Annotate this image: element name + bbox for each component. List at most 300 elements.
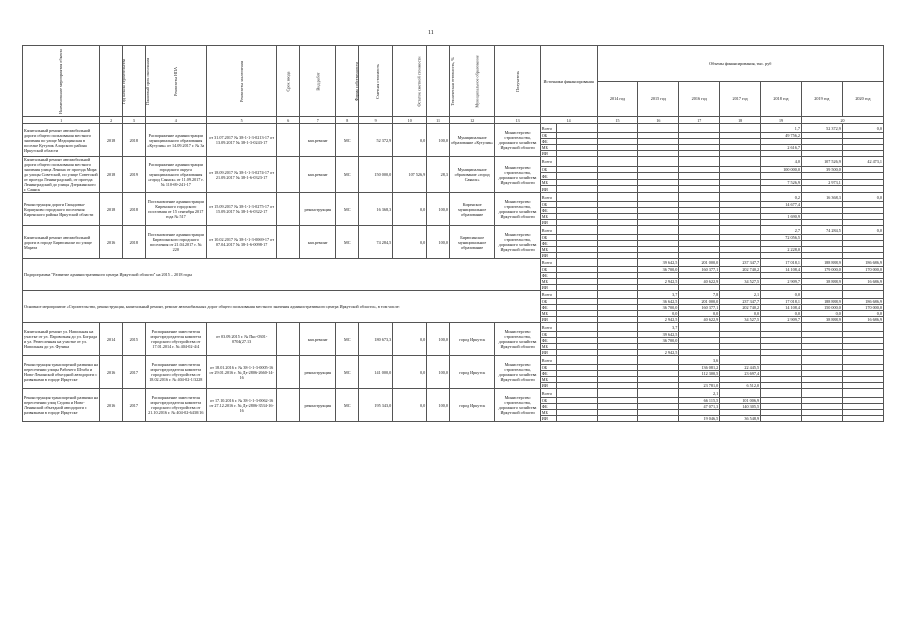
value-cell: 6 512,0 [720,383,761,389]
source-label: МБ [540,410,556,416]
object-cell [277,389,300,422]
value-cell: 160 377,1 [679,305,720,311]
value-cell [638,193,679,202]
object-start: 2018 [100,193,123,226]
value-cell: 42 473,1 [842,157,883,167]
column-number: 16 [638,117,679,124]
value-cell: 7 526,9 [761,179,802,186]
value-cell: 36 548,9 [720,416,761,422]
object-npa: Распоряжение заместителя мэра-председателя комитета городского обустройства от 21.10.2016 г. № 404-02-6430/16 [145,389,206,422]
value-cell: 66 115,5 [679,398,720,404]
source-label: ФБ [540,371,556,377]
object-npa: Распоряжение администрации городского округа муниципального образования «город Саянск» от 11.09.2017 г. № 110-69-241-17 [145,157,206,193]
value-cell: 2 942,5 [638,317,679,323]
value-cell: 16 368,3 [801,193,842,202]
source-label: Всего [540,356,556,365]
value-cell [679,226,720,235]
column-number: 11 [427,117,450,124]
object-cost: 195 343,0 [359,389,393,422]
header-c12: Муниципальное образование [449,46,494,117]
value-cell [679,186,720,193]
column-number: 12 [449,117,494,124]
value-cell: 38 888,9 [801,279,842,285]
page-number: 11 [428,30,434,36]
header-c8: Форма собственности [336,46,359,117]
source-label: ОБ [540,398,556,404]
object-start: 2016 [100,389,123,422]
value-cell: 0,0 [801,311,842,317]
column-number: 9 [359,117,393,124]
column-number: 3 [122,117,145,124]
table-row [23,193,884,202]
object-ready: 100,0 [427,356,450,389]
object-own: МС [336,323,359,356]
value-cell: 39 642,5 [638,259,679,267]
column-number: 19 [761,117,802,124]
object-cost: 141 000,0 [359,356,393,389]
source-label: ОБ [540,166,556,173]
object-works: реконструкция [300,389,336,422]
object-concl: от 10.02.2017 № 38-1-1-3-0069-17 от 07.04.2017 № 38-1-6-0098-17 [206,226,276,259]
value-cell: 170 000,0 [842,267,883,273]
column-number: 14 [540,117,597,124]
value-cell: 150 000,0 [801,305,842,311]
source-label: ФБ [540,139,556,145]
source-spacer [556,193,597,202]
source-spacer [556,389,597,398]
value-cell [842,356,883,365]
source-label: ФБ [540,208,556,214]
object-end: 2019 [122,157,145,193]
object-cost: 180 673,3 [359,323,393,356]
value-cell: 112 300,5 [679,371,720,377]
object-npa: Распоряжение заместителя мэра-председателя комитета городского обустройства от 18.02.2016 г. № 404-02-1/3228 [145,356,206,389]
object-own: МС [336,226,359,259]
value-cell [597,389,638,398]
value-cell [597,226,638,235]
value-cell: 2 942,5 [638,350,679,356]
object-rest: 0,0 [393,356,427,389]
value-cell: 202 740,2 [720,267,761,273]
source-label: Всего [540,323,556,332]
object-end: 2018 [122,226,145,259]
column-number: 13 [495,117,540,124]
object-ready: 100,0 [427,193,450,226]
source-spacer [556,356,597,365]
column-number: 1 [23,117,100,124]
value-cell: 23 781,0 [679,383,720,389]
value-cell: 201 000,0 [679,259,720,267]
value-cell: 2 942,5 [638,279,679,285]
value-cell [801,323,842,332]
object-works: кап.ремонт [300,226,336,259]
source-label: ИИ [540,383,556,389]
value-cell: 0,0 [720,311,761,317]
source-spacer [556,291,597,299]
value-cell: 22 445,5 [720,365,761,371]
object-cost: 74 284,5 [359,226,393,259]
value-cell [638,356,679,365]
value-cell: 36 700,0 [638,305,679,311]
value-cell: 201 000,0 [679,299,720,305]
header-c13: Получатель [495,46,540,117]
value-cell: 237 347,7 [720,259,761,267]
value-cell [597,193,638,202]
header-c7: Вид работ [300,46,336,117]
object-npa: Распоряжение заместителя мэра-председателя комитета городского обустройства от 17.01.2014 г. № 404-02-4/4 [145,323,206,356]
source-label: ОБ [540,235,556,241]
source-label: Всего [540,226,556,235]
value-cell: 4,0 [761,157,802,167]
value-cell: 0,0 [842,311,883,317]
source-label: Всего [540,389,556,398]
object-own: МС [336,157,359,193]
value-cell: 0,2 [761,193,802,202]
source-label: МБ [540,145,556,151]
value-cell [597,291,638,299]
column-number: 17 [679,117,720,124]
value-cell: 49 756,2 [761,133,802,139]
object-end: 2017 [122,389,145,422]
object-rec: Министерство строительства, дорожного хозяйства Иркутской области [495,226,540,259]
object-npa: Постановление администрации Киренского городского поселения от 15 сентября 2017 года № 517 [145,193,206,226]
value-cell [761,416,802,422]
value-cell: 2,7 [761,226,802,235]
source-spacer [556,259,597,267]
value-cell [720,226,761,235]
source-label: ФБ [540,305,556,311]
column-number: 6 [277,117,300,124]
value-cell: 2 909,7 [761,279,802,285]
source-label: Всего [540,259,556,267]
source-spacer [556,157,597,167]
object-ready: 100,0 [427,124,450,157]
object-end: 2017 [122,356,145,389]
value-cell [842,389,883,398]
value-cell [842,323,883,332]
value-cell: 7,8 [679,291,720,299]
object-mo: Бирюсинское муниципальное образование [449,226,494,259]
table-row [23,356,884,365]
value-cell: 39 642,5 [638,332,679,338]
source-label: ОБ [540,365,556,371]
value-cell [720,356,761,365]
object-end: 2015 [122,323,145,356]
value-cell: 0,0 [842,193,883,202]
object-mo: Муниципальное образование «Кутулик» [449,124,494,157]
object-mo: город Иркутск [449,323,494,356]
value-cell: 160 377,1 [679,267,720,273]
value-cell [720,186,761,193]
value-cell: 140 305,5 [720,404,761,410]
value-cell [801,416,842,422]
object-concl: от 18.09.2017 № 38-1-1-3-0274-17 от 21.09.2017 № 38-1-6-0323-17 [206,157,276,193]
object-mo: город Иркутск [449,356,494,389]
object-cell [277,193,300,226]
table-row [23,389,884,398]
value-cell [597,124,638,133]
object-start: 2016 [100,356,123,389]
object-ready: 100,0 [427,323,450,356]
value-cell [597,416,638,422]
object-concl: от 18.01.2016 г. № 38-1-1-3-0005-16 от 29.01.2016 г. № Дз-2806-2660-14-16 [206,356,276,389]
value-cell: 52 372,9 [801,124,842,133]
object-name: Реконструкция дороги Гаиндовка-Коршуново городского поселения Киренского района Иркутской области [23,193,100,226]
object-name: Капитальный ремонт автомобильной дороги общего пользования местного значения по улице Медицинская в поселке Кутулик Аларского района Иркутской области [23,124,100,157]
object-start: 2018 [100,157,123,193]
source-label: ФБ [540,273,556,279]
value-cell: 16 686,9 [842,317,883,323]
column-number: 2 [100,117,123,124]
object-start: 2014 [100,323,123,356]
year-header: 2018 год [761,81,802,117]
source-label: ОБ [540,267,556,273]
source-spacer [556,124,597,133]
object-cost: 150 000,0 [359,157,393,193]
value-cell: 100 000,0 [761,166,802,173]
header-c10: Остаток сметной стоимости [393,46,427,117]
value-cell [761,186,802,193]
value-cell: 0,0 [761,291,802,299]
year-header: 2015 год [638,81,679,117]
value-cell: 170 000,0 [842,305,883,311]
value-cell: 36 700,0 [638,338,679,344]
source-label: ОБ [540,332,556,338]
value-cell: 136 081,2 [679,365,720,371]
object-rec: Министерство строительства, дорожного хозяйства Иркутской области [495,124,540,157]
year-header: 2019 год [801,81,842,117]
value-cell: 101 006,9 [720,398,761,404]
value-cell: 202 740,2 [720,305,761,311]
source-label: Всего [540,193,556,202]
object-rest: 0,0 [393,124,427,157]
value-cell [638,416,679,422]
object-rec: Министерство строительства, дорожного хозяйства Иркутской области [495,157,540,193]
value-cell [597,186,638,193]
object-start: 2018 [100,124,123,157]
value-cell: 188 888,9 [801,299,842,305]
value-cell [842,416,883,422]
value-cell: 237 347,7 [720,299,761,305]
value-cell: 2,1 [679,389,720,398]
source-label: Всего [540,157,556,167]
value-cell: 188 888,9 [801,259,842,267]
column-number: 4 [145,117,206,124]
source-label: МБ [540,279,556,285]
value-cell [638,124,679,133]
year-header: 2017 год [720,81,761,117]
source-label: ИИ [540,285,556,291]
source-label: ФБ [540,241,556,247]
value-cell: 0,0 [679,311,720,317]
object-ready: 100,0 [427,389,450,422]
source-spacer [556,323,597,332]
source-label: МБ [540,377,556,383]
value-cell: 3,6 [679,356,720,365]
header-c1: Наименование мероприятия объекта [23,46,100,117]
year-header: 2014 год [597,81,638,117]
value-cell [679,157,720,167]
column-number: 7 [300,117,336,124]
column-number: 10 [393,117,427,124]
source-label: МБ [540,214,556,220]
object-start: 2016 [100,226,123,259]
value-cell [720,389,761,398]
object-rec: Министерство строительства, дорожного хозяйства Иркутской области [495,389,540,422]
header-c14: Источники финансирования [540,46,597,117]
value-cell [679,124,720,133]
object-end: 2018 [122,193,145,226]
summary-label: Подпрограмма "Развитие административного центра Иркутской области" на 2015 – 2018 годы [23,259,541,291]
value-cell: 2 228,0 [761,247,802,253]
value-cell: 186 686,9 [842,259,883,267]
object-concl: от 15.09.2017 № 38-1-1-3-0275-17 от 15.09.2017 № 38-1-6-0322-17 [206,193,276,226]
object-cell [277,323,300,356]
source-label: ОБ [540,299,556,305]
year-header: 2016 год [679,81,720,117]
object-concl: от 03.09.2015 г. № Пкс-0301-0704(27.13 [206,323,276,356]
object-name: Капитальный ремонт ул. Напольная на участке от ул. Паровозная до ул. Бограда и ул. Ремесленная на участке от ул. Напольная до ул. Фучика [23,323,100,356]
header-c5: Реквизиты заключения [206,46,276,117]
value-cell [597,259,638,267]
object-works: реконструкция [300,193,336,226]
table-row [23,157,884,167]
value-cell: 47 071,3 [679,404,720,410]
object-works: реконструкция [300,356,336,389]
value-cell: 107 526,9 [801,157,842,167]
value-cell: 179 000,0 [801,267,842,273]
value-cell: 0,0 [842,226,883,235]
object-cell [277,226,300,259]
year-header: 2020 год [842,81,883,117]
value-cell: 19 046,5 [679,416,720,422]
source-label: ФБ [540,404,556,410]
value-cell [720,124,761,133]
value-cell [679,323,720,332]
object-concl: от 31.07.2017 № 38-1-1-3-0213-17 от 13.09.2017 № 38-1-3-0243-17 [206,124,276,157]
column-number: 8 [336,117,359,124]
source-label: МБ [540,311,556,317]
header-c4: Реквизиты НПА [145,46,206,117]
value-cell [638,157,679,167]
object-rec: Министерство строительства, дорожного хозяйства Иркутской области [495,356,540,389]
column-number: 18 [720,117,761,124]
source-label: ИИ [540,186,556,193]
value-cell: 17 018,1 [761,259,802,267]
source-label: ИИ [540,416,556,422]
object-ready: 28,3 [427,157,450,193]
value-cell [801,186,842,193]
value-cell: 14 677,4 [761,202,802,208]
value-cell [679,193,720,202]
value-cell: 14 108,4 [761,267,802,273]
value-cell: 36 700,0 [638,267,679,273]
object-cell [277,356,300,389]
object-mo: Киренское муниципальное образование [449,193,494,226]
value-cell [801,389,842,398]
table-row [23,226,884,235]
object-own: МС [336,124,359,157]
object-name: Реконструкция транспортной развязки на пересечении улиц Седова и Ново-Ленинской объездной автодороги с развязками в городе Иркутске [23,389,100,422]
value-cell [842,186,883,193]
object-mo: Муниципальное образование «город Саянск» [449,157,494,193]
source-label: ИИ [540,317,556,323]
object-name: Капитальный ремонт автомобильной дороги общего пользования местного значения улица Ленина от проезда Мира до улицы Советской, по улице Советской от проезда Ленинградский, от проезда Ленинградский до улицы Дзержинского г. Саянск [23,157,100,193]
value-cell: 0,0 [638,311,679,317]
summary-row [23,259,884,267]
value-cell [801,356,842,365]
object-rec: Министерство строительства, дорожного хозяйства Иркутской области [495,323,540,356]
source-label: МБ [540,247,556,253]
value-cell: 2 909,7 [761,317,802,323]
object-name: Реконструкция транспортной развязки на пересечении улицы Рабочего Штаба и Ново-Ленинской объездной автодороги с развязками в городе Иркутске [23,356,100,389]
source-label: ИИ [540,151,556,157]
value-cell [720,157,761,167]
value-cell: 186 686,9 [842,299,883,305]
object-own: МС [336,356,359,389]
header-c9: Сметная стоимость [359,46,393,117]
object-own: МС [336,389,359,422]
object-works: кап.ремонт [300,157,336,193]
header-c3: Плановый срок окончания [122,46,145,117]
value-cell: 23 697,4 [720,371,761,377]
summary-row [23,291,884,299]
value-cell: 74 284,5 [801,226,842,235]
value-cell [638,186,679,193]
value-cell: 17 018,1 [761,299,802,305]
object-rest: 0,0 [393,323,427,356]
object-cell [277,157,300,193]
value-cell: 0,0 [842,124,883,133]
summary-label: Основное мероприятие «Строительство, реконструкция, капитальный ремонт, ремонт автомобильных дорог общего пользования местного значения административного центра Иркутской области», в том числе: [23,291,541,323]
column-number: 5 [206,117,276,124]
value-cell: 40 622,9 [679,279,720,285]
source-label: МБ [540,179,556,186]
object-rest: 0,0 [393,226,427,259]
value-cell: 34 527,5 [720,317,761,323]
value-cell [720,193,761,202]
header-c6: Срок ввода [277,46,300,117]
object-end: 2018 [122,124,145,157]
value-cell [842,291,883,299]
value-cell [761,389,802,398]
object-concl: от 17.10.2016 г. № 38-1-1-3-0062-16 от 27.12.2016 г. № Дз-2806-3534-16-16 [206,389,276,422]
value-cell [801,291,842,299]
object-cell [277,124,300,157]
object-ready: 100,0 [427,226,450,259]
value-cell: 2 616,7 [761,145,802,151]
object-rest: 0,0 [393,389,427,422]
object-works: кап.ремонт [300,323,336,356]
object-npa: Постановление администрации Бирюсинского городского поселения от 21.04.2017 г. № 220 [145,226,206,259]
source-label: Всего [540,291,556,299]
source-label: ОБ [540,202,556,208]
source-label: ОБ [540,133,556,139]
object-mo: город Иркутск [449,389,494,422]
value-cell: 36 642,5 [638,299,679,305]
value-cell: 1 690,9 [761,214,802,220]
value-cell [761,356,802,365]
value-cell: 0,0 [761,311,802,317]
object-npa: Распоряжение администрации муниципального образования «Кутулик» от 14.09.2017 г. № 3а [145,124,206,157]
value-cell [638,389,679,398]
source-label: Всего [540,124,556,133]
source-label: ИИ [540,220,556,226]
source-label: ИИ [540,350,556,356]
object-rest: 0,0 [393,193,427,226]
value-cell: 16 686,9 [842,279,883,285]
object-cost: 52 372,9 [359,124,393,157]
